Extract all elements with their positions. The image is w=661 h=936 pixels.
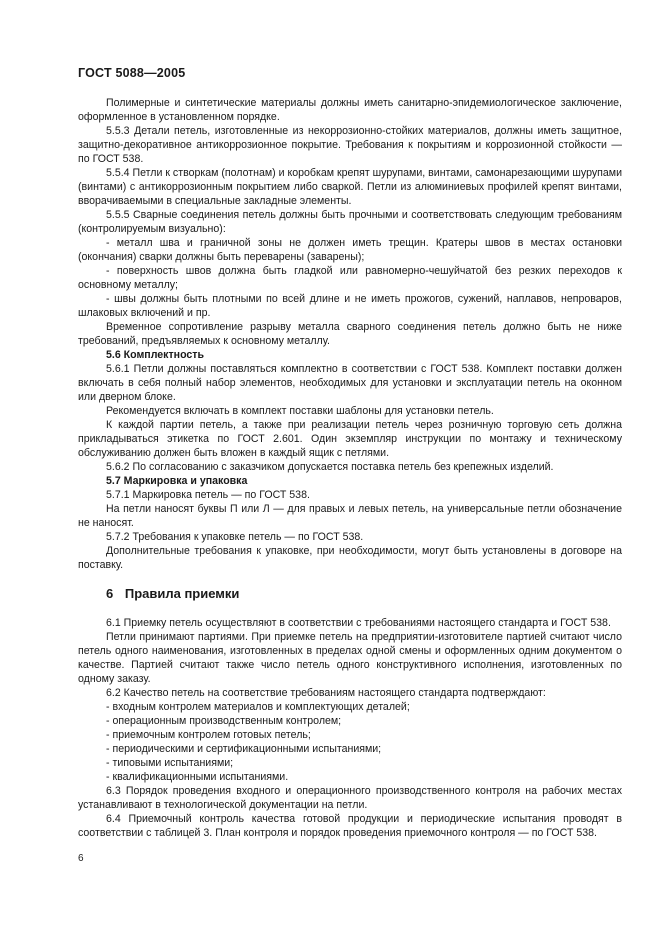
section-heading [106,585,622,603]
subsection-heading: 5.6 Комплектность [106,349,204,361]
paragraph: Рекомендуется включать в комплект поставки шаблоны для установки петель. [106,405,494,417]
paragraph: 5.6.1 Петли должны поставляться комплектно в соответствии с ГОСТ 538. Комплект поставки должен включать в себя полный набор элементов, необходимых для установки и эксплуатации петель на оконном или дверном блоке. [78,363,622,403]
paragraph: - швы должны быть плотными по всей длине и не иметь прожогов, сужений, наплавов, непроваров, шлаковых включений и пр. [78,293,622,319]
paragraph: - типовыми испытаниями; [106,757,234,769]
paragraph: - приемочным контролем готовых петель; [106,729,311,741]
paragraph: - поверхность швов должна быть гладкой или равномерно-чешуйчатой без резких переходов к основному металлу; [78,265,622,291]
page-number: 6 [78,853,84,864]
paragraph: 5.5.4 Петли к створкам (полотнам) и коробкам крепят шурупами, винтами, самонарезающими шурупами (винтами) с антикоррозионным покрытием либо сваркой. Петли из алюминиевых профилей крепят винтами, вворачиваемыми в специальные закладные элементы. [78,167,622,207]
paragraph: На петли наносят буквы П или Л — для правых и левых петель, на универсальные петли обозначение не наносят. [78,503,622,529]
paragraph: 5.5.3 Детали петель, изготовленные из некоррозионно-стойких материалов, должны иметь защитное, защитно-декоративное антикоррозионное покрытие. Требования к покрытиям и коррозионной стойкости — по ГОСТ 538. [78,125,622,165]
paragraph: К каждой партии петель, а также при реализации петель через розничную торговую сеть должна прикладываться этикетка по ГОСТ 2.601. Один экземпляр инструкции по монтажу и техническому обслуживанию должен быть вложен в каждый ящик с петлями. [78,419,622,459]
paragraph: 5.7.1 Маркировка петель — по ГОСТ 538. [106,489,310,501]
paragraph: 6.4 Приемочный контроль качества готовой продукции и периодические испытания проводят в соответствии с таблицей 3. План контроля и порядок проведения приемочного контроля — по ГОСТ 538. [78,813,622,839]
paragraph: 6.2 Качество петель на соответствие требованиям настоящего стандарта подтверждают: [106,687,546,699]
paragraph: Полимерные и синтетические материалы должны иметь санитарно-эпидемиологическое заключение, оформленное в установленном порядке. [78,97,622,123]
section-title: Правила приемки [124,586,240,601]
paragraph: Временное сопротивление разрыву металла сварного соединения петель должно быть не ниже требований, предъявляемых к основному металлу. [78,321,622,347]
paragraph: 6.1 Приемку петель осуществляют в соответствии с требованиями настоящего стандарта и ГОСТ 538. [106,617,611,629]
subsection-heading: 5.7 Маркировка и упаковка [106,475,248,487]
paragraph: 6.3 Порядок проведения входного и операционного производственного контроля на рабочих местах устанавливают в технологической документации на петли. [78,785,622,811]
paragraph: 5.5.5 Сварные соединения петель должны быть прочными и соответствовать следующим требованиям (контролируемым визуально): [78,209,622,235]
paragraph: - квалификационными испытаниями. [106,771,289,783]
document-body [78,96,622,840]
paragraph: 5.7.2 Требования к упаковке петель — по ГОСТ 538. [106,531,364,543]
section-number: 6 [106,586,114,601]
acceptance-rules-block [78,616,622,840]
requirements-block [78,96,622,572]
paragraph: Дополнительные требования к упаковке, при необходимости, могут быть установлены в договоре на поставку. [78,545,622,571]
paragraph: 5.6.2 По согласованию с заказчиком допускается поставка петель без крепежных изделий. [106,461,554,473]
document-header: ГОСТ 5088—2005 [78,66,186,80]
paragraph: - периодическими и сертификационными испытаниями; [106,743,382,755]
paragraph: Петли принимают партиями. При приемке петель на предприятии-изготовителе партией считают число петель одного наименования, изготовленных в пределах одной смены и оформленных одним документом о качестве. Партией считают также число петель одного конструктивного исполнения, изготовленных по одному заказу. [78,631,622,685]
paragraph: - входным контролем материалов и комплектующих деталей; [106,701,410,713]
paragraph: - металл шва и граничной зоны не должен иметь трещин. Кратеры швов в местах остановки (окончания) сварки должны быть переварены (заварены); [78,237,622,263]
paragraph: - операционным производственным контролем; [106,715,342,727]
